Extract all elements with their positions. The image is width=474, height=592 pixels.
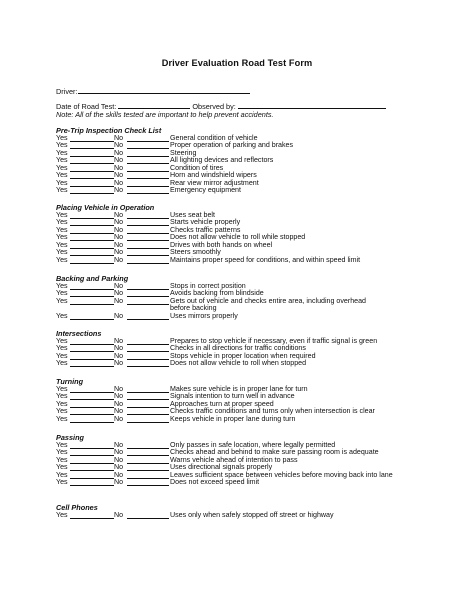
yes-label: Yes — [56, 225, 68, 234]
yes-blank[interactable] — [70, 319, 114, 320]
no-label: No — [114, 148, 124, 157]
item-description: Checks traffic conditions and turns only when intersection is clear — [170, 407, 375, 416]
yes-label: Yes — [56, 384, 68, 393]
no-blank[interactable] — [127, 366, 169, 367]
yes-blank[interactable] — [70, 366, 114, 367]
no-label: No — [114, 399, 124, 408]
section-heading: Turning — [56, 377, 84, 386]
yes-label: Yes — [56, 289, 68, 298]
yes-label: Yes — [56, 440, 68, 449]
observed-label: Observed by: — [192, 102, 236, 111]
no-label: No — [114, 351, 124, 360]
section-items — [56, 442, 456, 487]
item-description: Checks traffic patterns — [170, 225, 241, 234]
item-description: Checks in all directions for traffic conditions — [170, 344, 306, 353]
yes-label: Yes — [56, 448, 68, 457]
yes-label: Yes — [56, 336, 68, 345]
yes-blank[interactable] — [70, 422, 114, 423]
item-description: Steers smoothly — [170, 248, 221, 257]
no-label: No — [114, 455, 124, 464]
yes-label: Yes — [56, 233, 68, 242]
yes-blank[interactable] — [70, 485, 114, 486]
no-label: No — [114, 171, 124, 180]
item-description: Makes sure vehicle is in proper lane for turn — [170, 384, 308, 393]
no-blank[interactable] — [127, 422, 169, 423]
checklist-row — [56, 187, 456, 195]
no-label: No — [114, 240, 124, 249]
no-label: No — [114, 210, 124, 219]
no-label: No — [114, 478, 124, 487]
date-field[interactable] — [118, 101, 190, 109]
section-items — [56, 338, 456, 368]
observed-field[interactable] — [238, 101, 386, 109]
yes-blank[interactable] — [70, 193, 114, 194]
note-text: Note: All of the skills tested are important to help prevent accidents. — [56, 110, 274, 119]
yes-label: Yes — [56, 133, 68, 142]
yes-label: Yes — [56, 163, 68, 172]
no-label: No — [114, 281, 124, 290]
no-label: No — [114, 414, 124, 423]
no-label: No — [114, 407, 124, 416]
yes-label: Yes — [56, 210, 68, 219]
checklist-row — [56, 360, 456, 368]
yes-label: Yes — [56, 296, 68, 305]
no-label: No — [114, 311, 124, 320]
no-label: No — [114, 233, 124, 242]
no-label: No — [114, 156, 124, 165]
no-label: No — [114, 133, 124, 142]
item-description: Stops in correct position — [170, 281, 246, 290]
item-description-continuation: before backing — [170, 304, 217, 313]
no-label: No — [114, 255, 124, 264]
section-heading: Cell Phones — [56, 503, 98, 512]
yes-label: Yes — [56, 344, 68, 353]
item-description: Steering — [170, 148, 197, 157]
no-label: No — [114, 470, 124, 479]
yes-label: Yes — [56, 510, 68, 519]
section-items — [56, 386, 456, 424]
yes-label: Yes — [56, 478, 68, 487]
item-description: Does not allow vehicle to roll while stopped — [170, 233, 306, 242]
item-description: Condition of tires — [170, 163, 224, 172]
yes-label: Yes — [56, 148, 68, 157]
item-description: Proper operation of parking and brakes — [170, 141, 294, 150]
form-title: Driver Evaluation Road Test Form — [161, 58, 313, 68]
checklist-row — [56, 416, 456, 424]
no-label: No — [114, 141, 124, 150]
yes-label: Yes — [56, 399, 68, 408]
item-description: Emergency equipment — [170, 186, 241, 195]
no-blank[interactable] — [127, 263, 169, 264]
no-label: No — [114, 296, 124, 305]
section-items — [56, 212, 456, 265]
no-label: No — [114, 344, 124, 353]
item-description: Does not allow vehicle to roll when stopped — [170, 359, 307, 368]
item-description: Prepares to stop vehicle if necessary, even if traffic signal is green — [170, 336, 378, 345]
yes-blank[interactable] — [70, 518, 114, 519]
item-description: Signals intention to turn well in advance — [170, 392, 295, 401]
section-items — [56, 512, 456, 520]
item-description: Uses seat belt — [170, 210, 215, 219]
section-heading: Backing and Parking — [56, 274, 129, 283]
no-label: No — [114, 448, 124, 457]
yes-label: Yes — [56, 311, 68, 320]
no-blank[interactable] — [127, 485, 169, 486]
yes-label: Yes — [56, 359, 68, 368]
section-heading: Intersections — [56, 329, 102, 338]
no-label: No — [114, 392, 124, 401]
yes-label: Yes — [56, 470, 68, 479]
item-description: Drives with both hands on wheel — [170, 240, 273, 249]
item-description: Uses directional signals properly — [170, 463, 273, 472]
yes-label: Yes — [56, 218, 68, 227]
yes-label: Yes — [56, 156, 68, 165]
no-label: No — [114, 218, 124, 227]
checklist-row — [56, 257, 456, 265]
item-description: Leaves sufficient space between vehicles before moving back into lane — [170, 470, 393, 479]
item-description: Keeps vehicle in proper lane during turn — [170, 414, 296, 423]
yes-label: Yes — [56, 248, 68, 257]
section-items — [56, 135, 456, 195]
checklist-row — [56, 479, 456, 487]
item-description: Only passes in safe location, where legally permitted — [170, 440, 336, 449]
yes-label: Yes — [56, 455, 68, 464]
item-description: Approaches turn at proper speed — [170, 399, 274, 408]
yes-label: Yes — [56, 463, 68, 472]
yes-label: Yes — [56, 240, 68, 249]
yes-label: Yes — [56, 414, 68, 423]
no-label: No — [114, 178, 124, 187]
driver-line — [56, 86, 250, 96]
driver-field[interactable] — [78, 86, 250, 94]
no-blank[interactable] — [127, 518, 169, 519]
yes-label: Yes — [56, 351, 68, 360]
no-blank[interactable] — [127, 193, 169, 194]
item-description: Gets out of vehicle and checks entire area, including overhead — [170, 296, 366, 305]
no-label: No — [114, 289, 124, 298]
no-label: No — [114, 463, 124, 472]
no-label: No — [114, 510, 124, 519]
no-blank[interactable] — [127, 319, 169, 320]
section-items — [56, 283, 456, 321]
item-description: Avoids backing from blindside — [170, 289, 264, 298]
yes-label: Yes — [56, 392, 68, 401]
checklist-row — [56, 298, 456, 306]
no-label: No — [114, 359, 124, 368]
section-heading: Pre-Trip Inspection Check List — [56, 126, 162, 135]
item-description: Does not exceed speed limit — [170, 478, 260, 487]
item-description: Maintains proper speed for conditions, and within speed limit — [170, 255, 361, 264]
checklist-row — [56, 512, 456, 520]
yes-label: Yes — [56, 407, 68, 416]
yes-label: Yes — [56, 255, 68, 264]
item-description: General condition of vehicle — [170, 133, 258, 142]
section-heading: Placing Vehicle in Operation — [56, 203, 155, 212]
item-description: All lighting devices and reflectors — [170, 156, 274, 165]
no-label: No — [114, 163, 124, 172]
yes-label: Yes — [56, 178, 68, 187]
no-label: No — [114, 225, 124, 234]
item-description: Uses only when safely stopped off street or highway — [170, 510, 334, 519]
yes-label: Yes — [56, 171, 68, 180]
item-description: Uses mirrors properly — [170, 311, 238, 320]
item-description: Starts vehicle properly — [170, 218, 241, 227]
yes-label: Yes — [56, 186, 68, 195]
driver-label: Driver: — [56, 87, 78, 96]
no-label: No — [114, 336, 124, 345]
no-label: No — [114, 248, 124, 257]
yes-label: Yes — [56, 281, 68, 290]
no-label: No — [114, 384, 124, 393]
item-description: Stops vehicle in proper location when required — [170, 351, 316, 360]
yes-label: Yes — [56, 141, 68, 150]
date-label: Date of Road Test: — [56, 102, 117, 111]
item-description: Warns vehicle ahead of intention to pass — [170, 455, 298, 464]
item-description: Horn and windshield wipers — [170, 171, 257, 180]
yes-blank[interactable] — [70, 263, 114, 264]
item-description: Rear view mirror adjustment — [170, 178, 259, 187]
section-heading: Passing — [56, 433, 84, 442]
no-label: No — [114, 186, 124, 195]
item-description: Checks ahead and behind to make sure passing room is adequate — [170, 448, 379, 457]
checklist-row — [56, 313, 456, 321]
no-label: No — [114, 440, 124, 449]
